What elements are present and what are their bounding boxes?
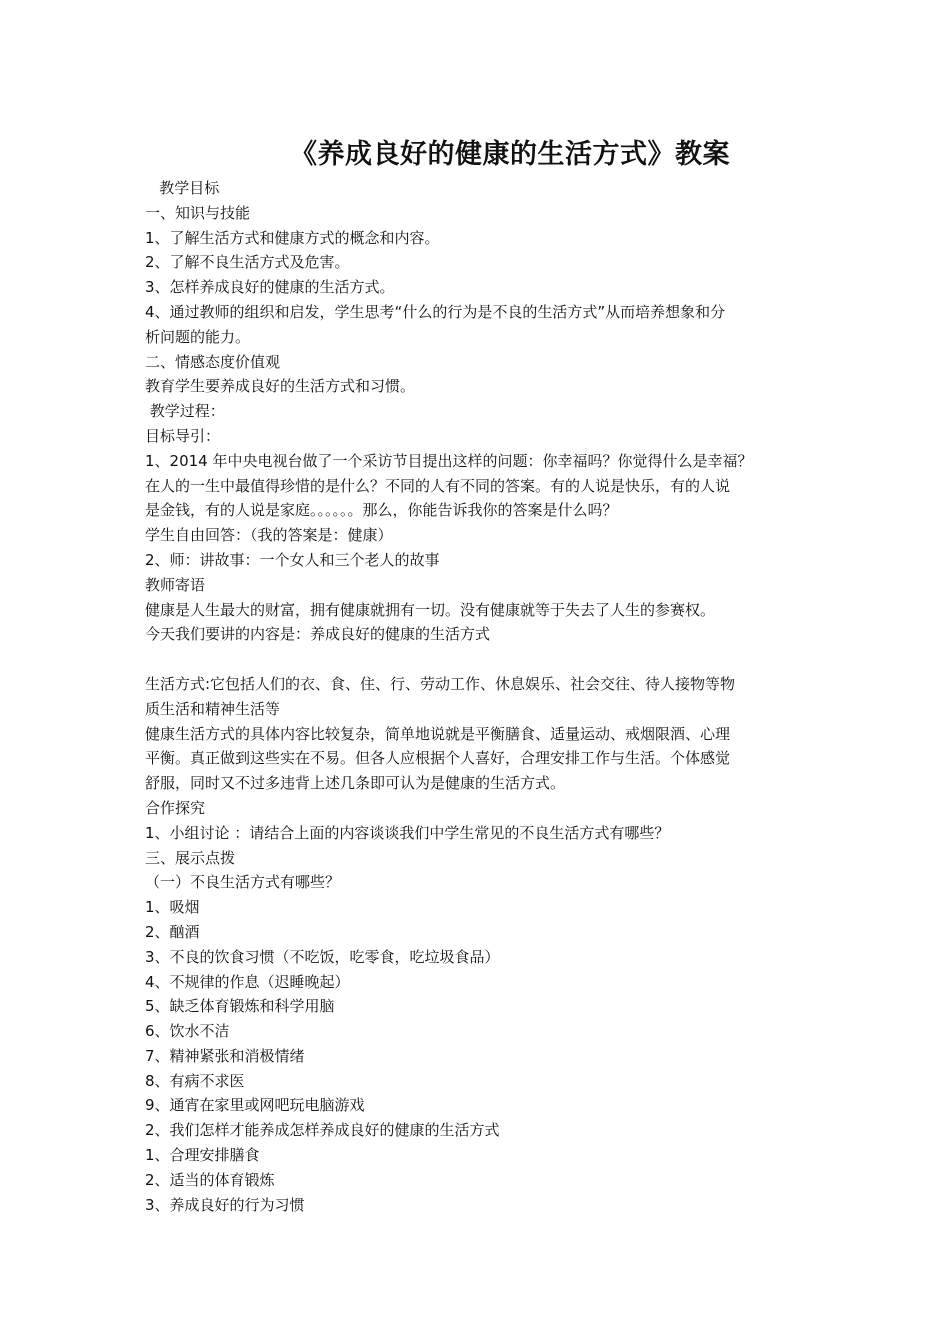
text-line: 教学目标 (145, 179, 220, 197)
text-line: 7、精神紧张和消极情绪 (145, 1046, 305, 1065)
text-line: 二、情感态度价值观 (145, 352, 281, 371)
text-line: 2、酗酒 (145, 922, 200, 941)
text-line: 在人的一生中最值得珍惜的是什么？不同的人有不同的答案。有的人说是快乐，有的人说 (145, 476, 731, 495)
text-line: 2、了解不良生活方式及危害。 (145, 253, 350, 272)
text-line: 3、不良的饮食习惯（不吃饭，吃零食，吃垃圾食品） (145, 947, 500, 966)
text-line: 4、通过教师的组织和启发，学生思考“什么的行为是不良的生活方式”从而培养想象和分 (145, 302, 726, 321)
text-line: 3、怎样养成良好的健康的生活方式。 (145, 278, 395, 297)
text-line: 健康生活方式的具体内容比较复杂，简单地说就是平衡膳食、适量运动、戒烟限酒、心理 (145, 724, 731, 743)
text-line: 1、2014 年中央电视台做了一个采访节目提出这样的问题：你幸福吗？你觉得什么是幸福？ (145, 451, 753, 470)
text-line: 8、有病不求医 (145, 1071, 245, 1090)
text-line: 2、适当的体育锻炼 (145, 1170, 275, 1189)
text-line: 2、师：讲故事：一个女人和三个老人的故事 (145, 550, 440, 569)
text-line: 教育学生要养成良好的生活方式和习惯。 (145, 377, 416, 396)
text-line: 教学过程： (145, 402, 225, 421)
text-line: （一）不良生活方式有哪些？ (145, 873, 341, 892)
text-line: 析问题的能力。 (145, 327, 251, 346)
text-line: 2、我们怎样才能养成怎样养成良好的健康的生活方式 (145, 1121, 500, 1140)
text-line: 6、饮水不洁 (145, 1022, 230, 1041)
document-title: 《养成良好的健康的生活方式》教案 (290, 139, 730, 170)
blank-line (145, 647, 825, 672)
text-line: 3、养成良好的行为习惯 (145, 1195, 305, 1214)
text-line: 是金钱，有的人说是家庭。。。。。。那么，你能告诉我你的答案是什么吗？ (145, 501, 618, 520)
text-line: 5、缺乏体育锻炼和科学用脑 (145, 997, 335, 1016)
text-line: 今天我们要讲的内容是：养成良好的健康的生活方式 (145, 625, 491, 644)
text-line: 1、小组讨论 ：请结合上面的内容谈谈我们中学生常见的不良生活方式有哪些？ (145, 823, 670, 842)
text-line: 教师寄语 (145, 575, 206, 594)
document-body (145, 176, 825, 1217)
text-line: 1、了解生活方式和健康方式的概念和内容。 (145, 228, 440, 247)
text-line: 质生活和精神生活等 (145, 699, 281, 718)
text-line: 合作探究 (145, 798, 206, 817)
text-line: 目标导引： (145, 426, 221, 445)
text-line: 平衡。真正做到这些实在不易。但各人应根据个人喜好，合理安排工作与生活。个体感觉 (145, 749, 731, 768)
text-line: 生活方式:它包括人们的衣、食、住、行、劳动工作、休息娱乐、社会交往、待人接物等物 (145, 674, 736, 693)
text-line: 舒服，同时又不过多违背上述几条即可认为是健康的生活方式。 (145, 774, 566, 793)
text-line: 4、不规律的作息（迟睡晚起） (145, 972, 350, 991)
text-line: 三、展示点拨 (145, 848, 236, 867)
text-line: 1、吸烟 (145, 898, 200, 917)
text-line: 学生自由回答：（我的答案是：健康） (145, 526, 393, 545)
text-line: 1、合理安排膳食 (145, 1146, 260, 1165)
text-line: 9、通宵在家里或网吧玩电脑游戏 (145, 1096, 365, 1115)
text-line: 一、知识与技能 (145, 203, 251, 222)
text-line: 健康是人生最大的财富，拥有健康就拥有一切。没有健康就等于失去了人生的参赛权。 (145, 600, 716, 619)
